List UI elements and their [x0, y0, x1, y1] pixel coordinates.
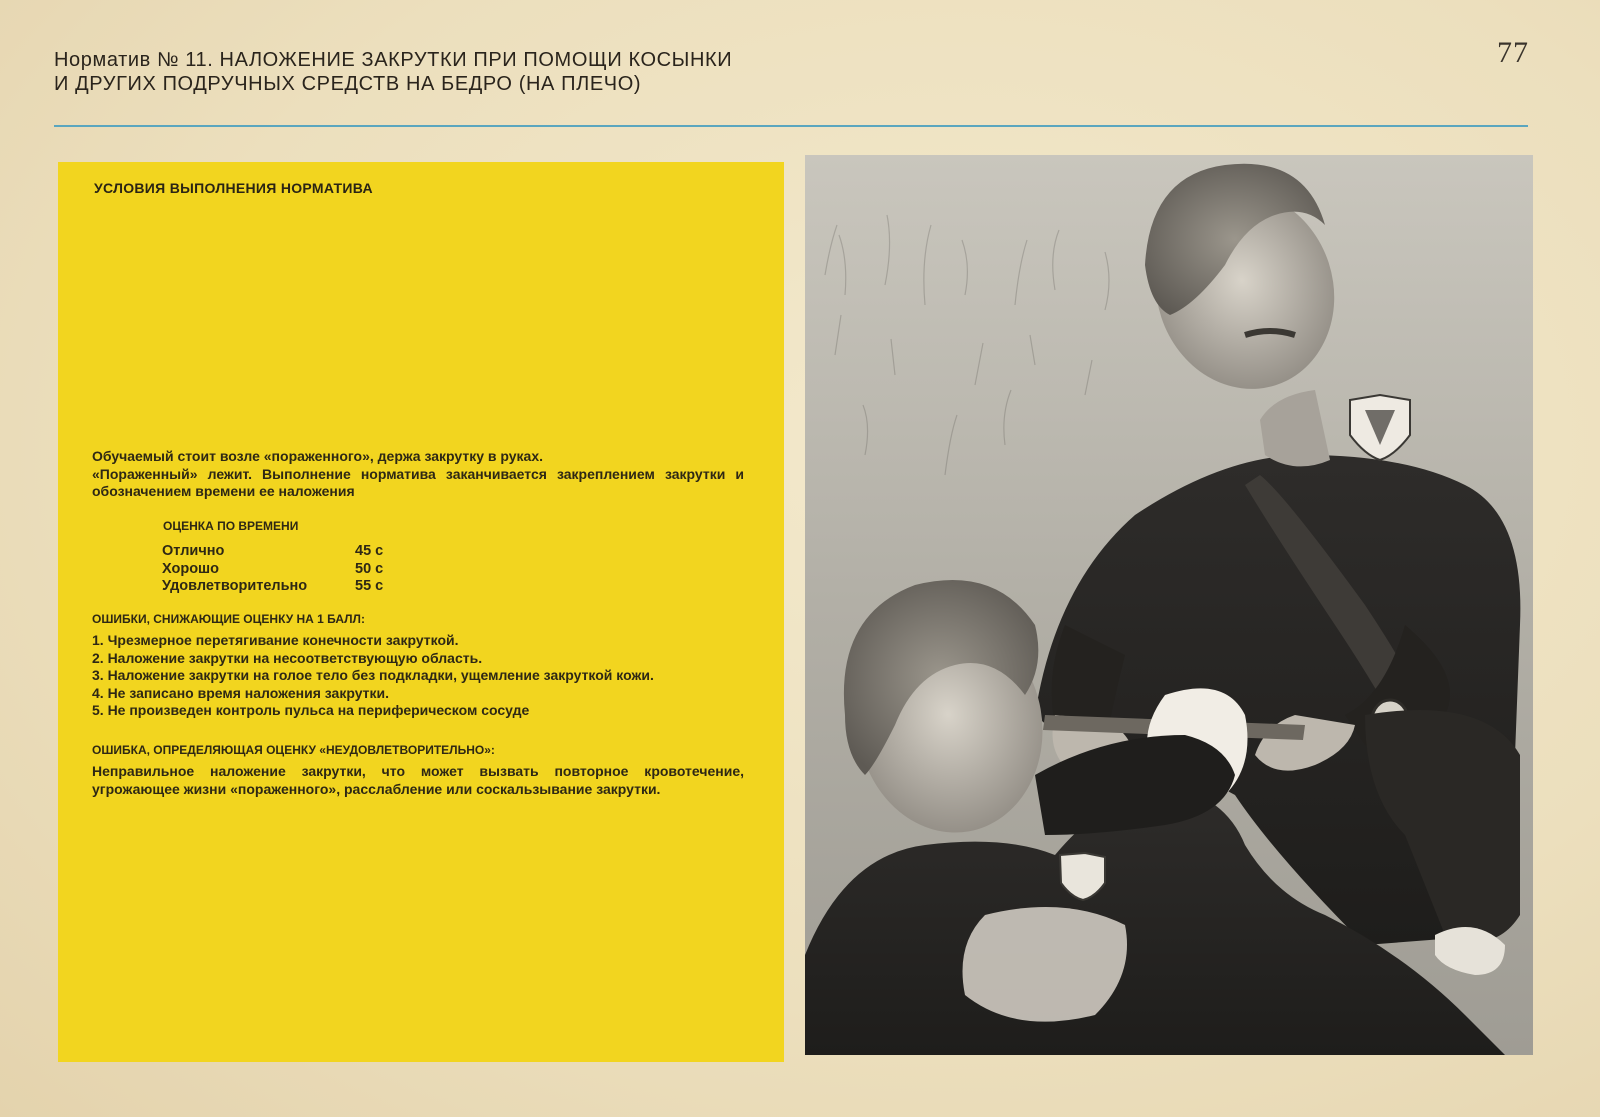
grading-heading: ОЦЕНКА ПО ВРЕМЕНИ: [163, 519, 299, 533]
grade-row: [162, 561, 383, 579]
conditions-paragraph-1: Обучаемый стоит возле «пораженного», держа закрутку в руках.: [92, 448, 544, 464]
conditions-text: [92, 448, 744, 501]
error-item: 4. Не записано время наложения закрутки.: [92, 684, 390, 701]
grade-time: 50 с: [355, 560, 384, 577]
errors-heading: ОШИБКИ, СНИЖАЮЩИЕ ОЦЕНКУ НА 1 БАЛЛ:: [92, 612, 365, 626]
error-item: 3. Наложение закрутки на голое тело без подкладки, ущемление закруткой кожи.: [92, 667, 654, 684]
grade-name: Отлично: [162, 543, 225, 559]
title-line-1: Норматив № 11. НАЛОЖЕНИЕ ЗАКРУТКИ ПРИ ПОМОЩИ КОСЫНКИ: [54, 49, 733, 71]
grade-time: 55 с: [355, 578, 384, 594]
man-left-collar: [963, 907, 1128, 1022]
grade-row: [162, 578, 383, 596]
error-item: 1. Чрезмерное перетягивание конечности закруткой.: [92, 632, 459, 648]
error-item: 2. Наложение закрутки на несоответствующую область.: [92, 649, 483, 666]
fail-heading: ОШИБКА, ОПРЕДЕЛЯЮЩАЯ ОЦЕНКУ «НЕУДОВЛЕТВОРИТЕЛЬНО»:: [92, 743, 495, 757]
title-line-2: И ДРУГИХ ПОДРУЧНЫХ СРЕДСТВ НА БЕДРО (НА ПЛЕЧО): [54, 73, 642, 95]
training-photo: [805, 155, 1533, 1055]
conditions-heading: УСЛОВИЯ ВЫПОЛНЕНИЯ НОРМАТИВА: [94, 180, 373, 196]
page-title: [54, 48, 854, 96]
header-divider: [54, 125, 1528, 127]
error-item: 5. Не произведен контроль пульса на периферическом сосуде: [92, 702, 530, 719]
photo-illustration: [805, 155, 1533, 1055]
grade-name: Хорошо: [162, 560, 219, 577]
grade-time: 45 с: [355, 543, 384, 559]
page-number: 77: [1497, 36, 1529, 69]
fail-text: Неправильное наложение закрутки, что может вызвать повторное кровотечение, угрожающее жизни «пораженного», расслабление или соскальзывание закрутки.: [92, 763, 744, 797]
grade-name: Удовлетворительно: [162, 578, 308, 594]
errors-list: [92, 632, 744, 720]
conditions-paragraph-2: «Пораженный» лежит. Выполнение норматива заканчивается закреплением закрутки и обозначением времени ее наложения: [92, 465, 744, 499]
grading-table: [162, 543, 383, 596]
grade-row: [162, 543, 383, 561]
